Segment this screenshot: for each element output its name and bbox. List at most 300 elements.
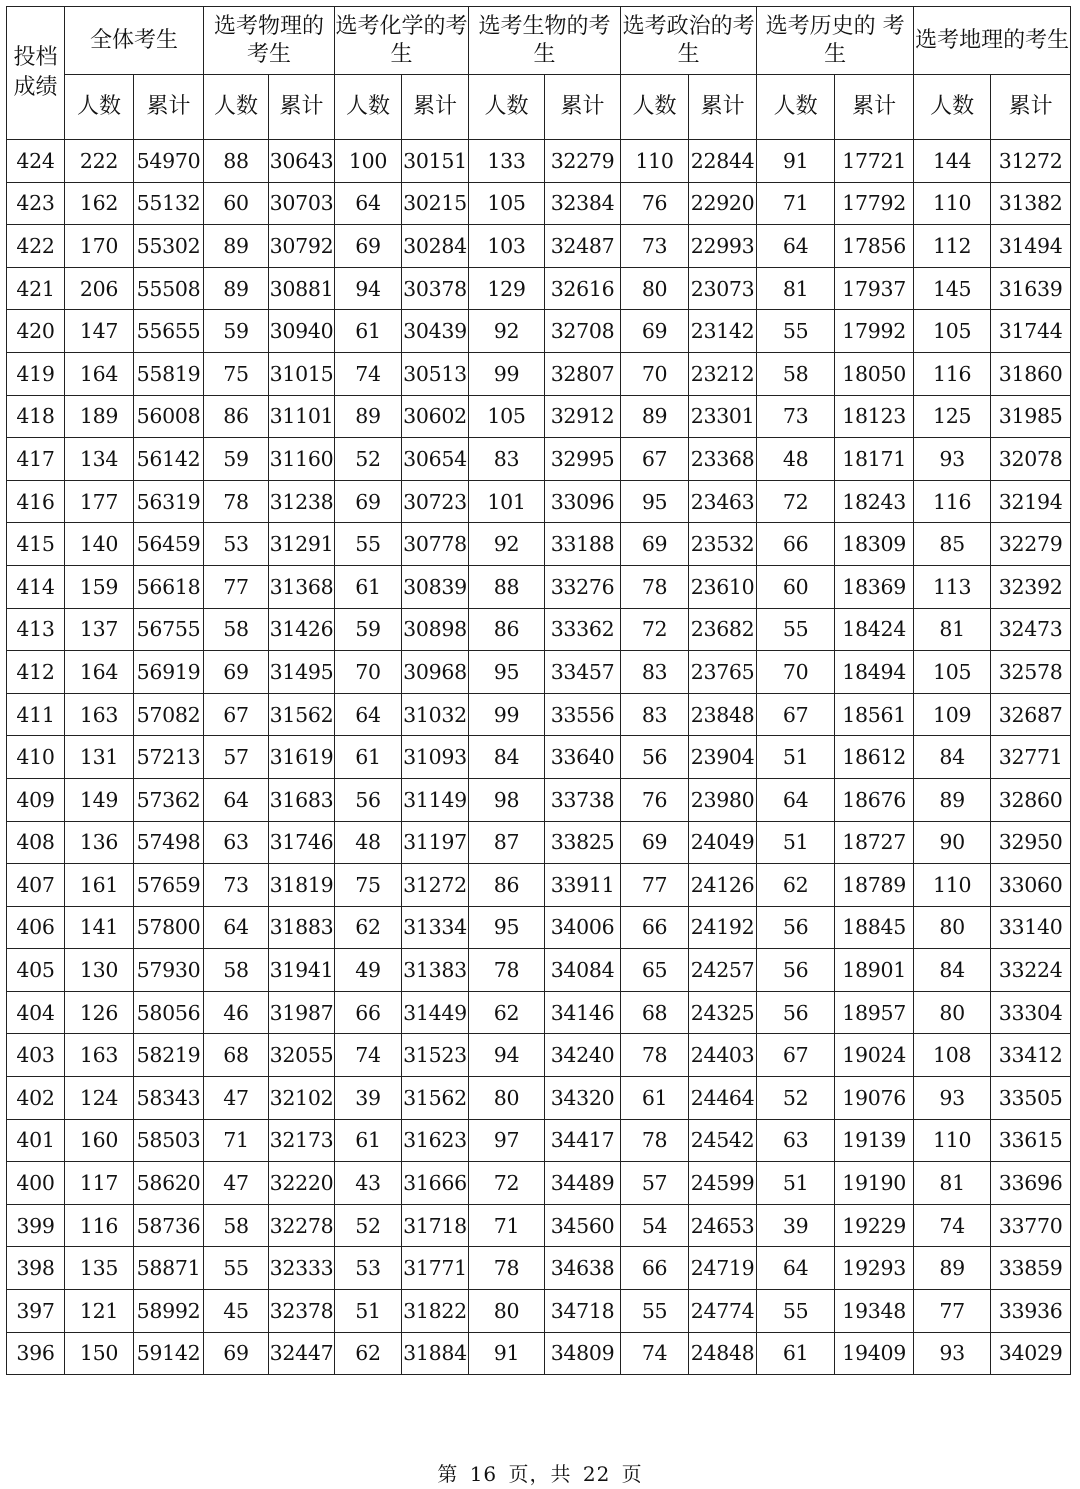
cumulative-cell: 33457	[545, 651, 621, 694]
cumulative-cell: 23212	[689, 352, 757, 395]
score-cell: 396	[7, 1332, 65, 1375]
count-cell: 88	[469, 565, 545, 608]
count-cell: 64	[335, 182, 402, 225]
cumulative-cell: 56755	[134, 608, 204, 651]
cumulative-cell: 57498	[134, 821, 204, 864]
count-cell: 73	[621, 225, 689, 268]
cumulative-cell: 33825	[545, 821, 621, 864]
count-cell: 69	[204, 651, 269, 694]
cumulative-cell: 31666	[402, 1162, 469, 1205]
count-cell: 55	[204, 1247, 269, 1290]
sub-header-count: 人数	[204, 75, 269, 140]
group-header-history: 选考历史的 考生	[757, 7, 914, 75]
cumulative-cell: 30792	[269, 225, 335, 268]
cumulative-cell: 24192	[689, 906, 757, 949]
score-cell: 418	[7, 395, 65, 438]
cumulative-cell: 18243	[835, 480, 914, 523]
count-cell: 89	[914, 1247, 991, 1290]
count-cell: 68	[621, 991, 689, 1034]
score-distribution-table	[6, 6, 1071, 1375]
cumulative-cell: 18050	[835, 352, 914, 395]
cumulative-cell: 31819	[269, 864, 335, 907]
footer-total-pages: 22	[582, 1462, 611, 1486]
cumulative-cell: 33505	[991, 1077, 1071, 1120]
cumulative-cell: 19229	[835, 1204, 914, 1247]
cumulative-cell: 31683	[269, 778, 335, 821]
count-cell: 71	[469, 1204, 545, 1247]
count-cell: 88	[204, 140, 269, 183]
score-cell: 423	[7, 182, 65, 225]
count-cell: 135	[65, 1247, 134, 1290]
cumulative-cell: 31334	[402, 906, 469, 949]
count-cell: 136	[65, 821, 134, 864]
cumulative-cell: 32173	[269, 1119, 335, 1162]
count-cell: 61	[335, 1119, 402, 1162]
count-cell: 69	[204, 1332, 269, 1375]
count-cell: 65	[621, 949, 689, 992]
footer-suffix: 页	[621, 1462, 643, 1486]
count-cell: 55	[335, 523, 402, 566]
cumulative-cell: 58736	[134, 1204, 204, 1247]
sub-header-cumulative: 累计	[545, 75, 621, 140]
count-cell: 105	[469, 182, 545, 225]
count-cell: 68	[204, 1034, 269, 1077]
table-row	[7, 651, 1071, 694]
cumulative-cell: 32384	[545, 182, 621, 225]
count-cell: 71	[757, 182, 835, 225]
cumulative-cell: 31941	[269, 949, 335, 992]
count-cell: 124	[65, 1077, 134, 1120]
count-cell: 67	[757, 1034, 835, 1077]
cumulative-cell: 34029	[991, 1332, 1071, 1375]
count-cell: 189	[65, 395, 134, 438]
count-cell: 62	[469, 991, 545, 1034]
count-cell: 80	[914, 991, 991, 1034]
group-header-politics: 选考政治的考生	[621, 7, 757, 75]
count-cell: 47	[204, 1162, 269, 1205]
cumulative-cell: 33738	[545, 778, 621, 821]
cumulative-cell: 31382	[991, 182, 1071, 225]
cumulative-cell: 23610	[689, 565, 757, 608]
count-cell: 71	[204, 1119, 269, 1162]
count-cell: 45	[204, 1290, 269, 1333]
count-cell: 63	[757, 1119, 835, 1162]
cumulative-cell: 23765	[689, 651, 757, 694]
count-cell: 95	[469, 651, 545, 694]
cumulative-cell: 30284	[402, 225, 469, 268]
score-column-header: 投档成绩	[7, 7, 65, 140]
table-row	[7, 693, 1071, 736]
cumulative-cell: 56319	[134, 480, 204, 523]
cumulative-cell: 22993	[689, 225, 757, 268]
score-cell: 404	[7, 991, 65, 1034]
cumulative-cell: 24126	[689, 864, 757, 907]
cumulative-cell: 34809	[545, 1332, 621, 1375]
cumulative-cell: 30898	[402, 608, 469, 651]
count-cell: 66	[757, 523, 835, 566]
count-cell: 77	[621, 864, 689, 907]
cumulative-cell: 30151	[402, 140, 469, 183]
cumulative-cell: 31883	[269, 906, 335, 949]
count-cell: 61	[335, 565, 402, 608]
cumulative-cell: 33770	[991, 1204, 1071, 1247]
count-cell: 51	[335, 1290, 402, 1333]
table-row	[7, 1034, 1071, 1077]
cumulative-cell: 34638	[545, 1247, 621, 1290]
footer-page-number: 16	[469, 1462, 498, 1486]
count-cell: 110	[914, 1119, 991, 1162]
count-cell: 56	[757, 991, 835, 1034]
cumulative-cell: 59142	[134, 1332, 204, 1375]
group-header-geography: 选考地理的考生	[914, 7, 1071, 75]
cumulative-cell: 18309	[835, 523, 914, 566]
cumulative-cell: 31426	[269, 608, 335, 651]
count-cell: 84	[469, 736, 545, 779]
cumulative-cell: 32102	[269, 1077, 335, 1120]
count-cell: 116	[914, 480, 991, 523]
table-row	[7, 140, 1071, 183]
count-cell: 52	[335, 438, 402, 481]
count-cell: 149	[65, 778, 134, 821]
cumulative-cell: 33412	[991, 1034, 1071, 1077]
cumulative-cell: 32055	[269, 1034, 335, 1077]
cumulative-cell: 33362	[545, 608, 621, 651]
count-cell: 61	[335, 736, 402, 779]
score-cell: 416	[7, 480, 65, 523]
count-cell: 52	[335, 1204, 402, 1247]
table-row	[7, 182, 1071, 225]
cumulative-cell: 30839	[402, 565, 469, 608]
cumulative-cell: 33060	[991, 864, 1071, 907]
count-cell: 161	[65, 864, 134, 907]
cumulative-cell: 18171	[835, 438, 914, 481]
score-cell: 402	[7, 1077, 65, 1120]
count-cell: 159	[65, 565, 134, 608]
table-row	[7, 438, 1071, 481]
table-row	[7, 1119, 1071, 1162]
count-cell: 63	[204, 821, 269, 864]
count-cell: 177	[65, 480, 134, 523]
score-cell: 407	[7, 864, 65, 907]
cumulative-cell: 17992	[835, 310, 914, 353]
cumulative-cell: 57213	[134, 736, 204, 779]
cumulative-cell: 56618	[134, 565, 204, 608]
count-cell: 69	[335, 225, 402, 268]
footer-mid: 页，共	[508, 1462, 572, 1486]
score-cell: 415	[7, 523, 65, 566]
cumulative-cell: 24542	[689, 1119, 757, 1162]
cumulative-cell: 32392	[991, 565, 1071, 608]
score-cell: 424	[7, 140, 65, 183]
cumulative-cell: 32771	[991, 736, 1071, 779]
cumulative-cell: 19293	[835, 1247, 914, 1290]
cumulative-cell: 31160	[269, 438, 335, 481]
cumulative-cell: 31494	[991, 225, 1071, 268]
cumulative-cell: 31744	[991, 310, 1071, 353]
count-cell: 150	[65, 1332, 134, 1375]
count-cell: 54	[621, 1204, 689, 1247]
footer-prefix: 第	[437, 1462, 459, 1486]
cumulative-cell: 32333	[269, 1247, 335, 1290]
cumulative-cell: 33911	[545, 864, 621, 907]
cumulative-cell: 32378	[269, 1290, 335, 1333]
cumulative-cell: 56142	[134, 438, 204, 481]
group-header-physics: 选考物理的考生	[204, 7, 335, 75]
cumulative-cell: 23368	[689, 438, 757, 481]
cumulative-cell: 58871	[134, 1247, 204, 1290]
cumulative-cell: 55132	[134, 182, 204, 225]
count-cell: 78	[204, 480, 269, 523]
count-cell: 77	[204, 565, 269, 608]
count-cell: 55	[757, 1290, 835, 1333]
count-cell: 86	[469, 864, 545, 907]
cumulative-cell: 31449	[402, 991, 469, 1034]
count-cell: 46	[204, 991, 269, 1034]
table-row	[7, 778, 1071, 821]
score-cell: 400	[7, 1162, 65, 1205]
cumulative-cell: 31101	[269, 395, 335, 438]
cumulative-cell: 18369	[835, 565, 914, 608]
score-cell: 414	[7, 565, 65, 608]
cumulative-cell: 34718	[545, 1290, 621, 1333]
table-row	[7, 864, 1071, 907]
count-cell: 105	[469, 395, 545, 438]
count-cell: 93	[914, 438, 991, 481]
count-cell: 72	[469, 1162, 545, 1205]
count-cell: 61	[757, 1332, 835, 1375]
count-cell: 51	[757, 736, 835, 779]
sub-header-count: 人数	[914, 75, 991, 140]
cumulative-cell: 19076	[835, 1077, 914, 1120]
count-cell: 100	[335, 140, 402, 183]
count-cell: 144	[914, 140, 991, 183]
count-cell: 113	[914, 565, 991, 608]
cumulative-cell: 30778	[402, 523, 469, 566]
count-cell: 61	[335, 310, 402, 353]
count-cell: 74	[335, 1034, 402, 1077]
cumulative-cell: 31523	[402, 1034, 469, 1077]
cumulative-cell: 31822	[402, 1290, 469, 1333]
count-cell: 89	[621, 395, 689, 438]
count-cell: 101	[469, 480, 545, 523]
score-cell: 408	[7, 821, 65, 864]
count-cell: 67	[621, 438, 689, 481]
count-cell: 78	[621, 1119, 689, 1162]
cumulative-cell: 33936	[991, 1290, 1071, 1333]
cumulative-cell: 31015	[269, 352, 335, 395]
cumulative-cell: 23463	[689, 480, 757, 523]
cumulative-cell: 32278	[269, 1204, 335, 1247]
count-cell: 89	[204, 225, 269, 268]
score-cell: 406	[7, 906, 65, 949]
sub-header-count: 人数	[621, 75, 689, 140]
count-cell: 64	[757, 1247, 835, 1290]
count-cell: 129	[469, 267, 545, 310]
cumulative-cell: 32860	[991, 778, 1071, 821]
cumulative-cell: 58503	[134, 1119, 204, 1162]
count-cell: 70	[335, 651, 402, 694]
count-cell: 83	[469, 438, 545, 481]
count-cell: 69	[621, 523, 689, 566]
cumulative-cell: 31197	[402, 821, 469, 864]
cumulative-cell: 31238	[269, 480, 335, 523]
cumulative-cell: 32473	[991, 608, 1071, 651]
count-cell: 75	[204, 352, 269, 395]
cumulative-cell: 24325	[689, 991, 757, 1034]
table-row	[7, 395, 1071, 438]
sub-header-cumulative: 累计	[991, 75, 1071, 140]
cumulative-cell: 33188	[545, 523, 621, 566]
cumulative-cell: 55302	[134, 225, 204, 268]
count-cell: 55	[621, 1290, 689, 1333]
cumulative-cell: 34006	[545, 906, 621, 949]
cumulative-cell: 31272	[991, 140, 1071, 183]
count-cell: 78	[469, 949, 545, 992]
cumulative-cell: 33276	[545, 565, 621, 608]
cumulative-cell: 57930	[134, 949, 204, 992]
cumulative-cell: 57082	[134, 693, 204, 736]
count-cell: 78	[621, 1034, 689, 1077]
cumulative-cell: 34146	[545, 991, 621, 1034]
count-cell: 125	[914, 395, 991, 438]
cumulative-cell: 17721	[835, 140, 914, 183]
cumulative-cell: 33224	[991, 949, 1071, 992]
cumulative-cell: 32220	[269, 1162, 335, 1205]
cumulative-cell: 31884	[402, 1332, 469, 1375]
count-cell: 43	[335, 1162, 402, 1205]
cumulative-cell: 18424	[835, 608, 914, 651]
score-cell: 403	[7, 1034, 65, 1077]
cumulative-cell: 31562	[402, 1077, 469, 1120]
count-cell: 72	[757, 480, 835, 523]
table-row	[7, 991, 1071, 1034]
count-cell: 67	[757, 693, 835, 736]
group-header-all: 全体考生	[65, 7, 204, 75]
cumulative-cell: 22920	[689, 182, 757, 225]
count-cell: 64	[204, 906, 269, 949]
count-cell: 162	[65, 182, 134, 225]
count-cell: 55	[757, 310, 835, 353]
count-cell: 60	[204, 182, 269, 225]
cumulative-cell: 23682	[689, 608, 757, 651]
count-cell: 92	[469, 523, 545, 566]
score-cell: 422	[7, 225, 65, 268]
cumulative-cell: 23301	[689, 395, 757, 438]
count-cell: 109	[914, 693, 991, 736]
sub-header-count: 人数	[469, 75, 545, 140]
count-cell: 76	[621, 182, 689, 225]
cumulative-cell: 33556	[545, 693, 621, 736]
count-cell: 51	[757, 1162, 835, 1205]
count-cell: 94	[335, 267, 402, 310]
count-cell: 58	[204, 608, 269, 651]
count-cell: 59	[204, 310, 269, 353]
count-cell: 55	[757, 608, 835, 651]
count-cell: 110	[914, 864, 991, 907]
cumulative-cell: 30215	[402, 182, 469, 225]
count-cell: 108	[914, 1034, 991, 1077]
cumulative-cell: 31746	[269, 821, 335, 864]
cumulative-cell: 30881	[269, 267, 335, 310]
table-row	[7, 1332, 1071, 1375]
count-cell: 52	[757, 1077, 835, 1120]
cumulative-cell: 31623	[402, 1119, 469, 1162]
cumulative-cell: 57659	[134, 864, 204, 907]
cumulative-cell: 23532	[689, 523, 757, 566]
table-row	[7, 1204, 1071, 1247]
table-row	[7, 310, 1071, 353]
count-cell: 137	[65, 608, 134, 651]
cumulative-cell: 34084	[545, 949, 621, 992]
count-cell: 95	[469, 906, 545, 949]
count-cell: 126	[65, 991, 134, 1034]
count-cell: 64	[204, 778, 269, 821]
count-cell: 99	[469, 352, 545, 395]
cumulative-cell: 19190	[835, 1162, 914, 1205]
cumulative-cell: 18494	[835, 651, 914, 694]
cumulative-cell: 24464	[689, 1077, 757, 1120]
count-cell: 84	[914, 949, 991, 992]
cumulative-cell: 24848	[689, 1332, 757, 1375]
count-cell: 95	[621, 480, 689, 523]
count-cell: 64	[757, 225, 835, 268]
cumulative-cell: 17856	[835, 225, 914, 268]
cumulative-cell: 58056	[134, 991, 204, 1034]
table-row	[7, 480, 1071, 523]
count-cell: 62	[757, 864, 835, 907]
cumulative-cell: 31093	[402, 736, 469, 779]
cumulative-cell: 32807	[545, 352, 621, 395]
count-cell: 86	[204, 395, 269, 438]
table-row	[7, 1247, 1071, 1290]
count-cell: 163	[65, 693, 134, 736]
cumulative-cell: 32078	[991, 438, 1071, 481]
count-cell: 93	[914, 1077, 991, 1120]
cumulative-cell: 57362	[134, 778, 204, 821]
count-cell: 89	[335, 395, 402, 438]
cumulative-cell: 32995	[545, 438, 621, 481]
count-cell: 53	[204, 523, 269, 566]
count-cell: 116	[65, 1204, 134, 1247]
cumulative-cell: 33304	[991, 991, 1071, 1034]
cumulative-cell: 23848	[689, 693, 757, 736]
count-cell: 51	[757, 821, 835, 864]
table-row	[7, 267, 1071, 310]
table-row	[7, 565, 1071, 608]
count-cell: 222	[65, 140, 134, 183]
cumulative-cell: 34240	[545, 1034, 621, 1077]
count-cell: 39	[335, 1077, 402, 1120]
score-cell: 409	[7, 778, 65, 821]
cumulative-cell: 23980	[689, 778, 757, 821]
count-cell: 48	[757, 438, 835, 481]
count-cell: 73	[204, 864, 269, 907]
cumulative-cell: 31718	[402, 1204, 469, 1247]
count-cell: 69	[621, 310, 689, 353]
cumulative-cell: 32616	[545, 267, 621, 310]
score-cell: 421	[7, 267, 65, 310]
count-cell: 66	[621, 906, 689, 949]
cumulative-cell: 31562	[269, 693, 335, 736]
sub-header-cumulative: 累计	[835, 75, 914, 140]
count-cell: 92	[469, 310, 545, 353]
group-header-row	[7, 7, 1071, 75]
cumulative-cell: 31032	[402, 693, 469, 736]
count-cell: 131	[65, 736, 134, 779]
cumulative-cell: 32194	[991, 480, 1071, 523]
cumulative-cell: 23904	[689, 736, 757, 779]
count-cell: 59	[335, 608, 402, 651]
